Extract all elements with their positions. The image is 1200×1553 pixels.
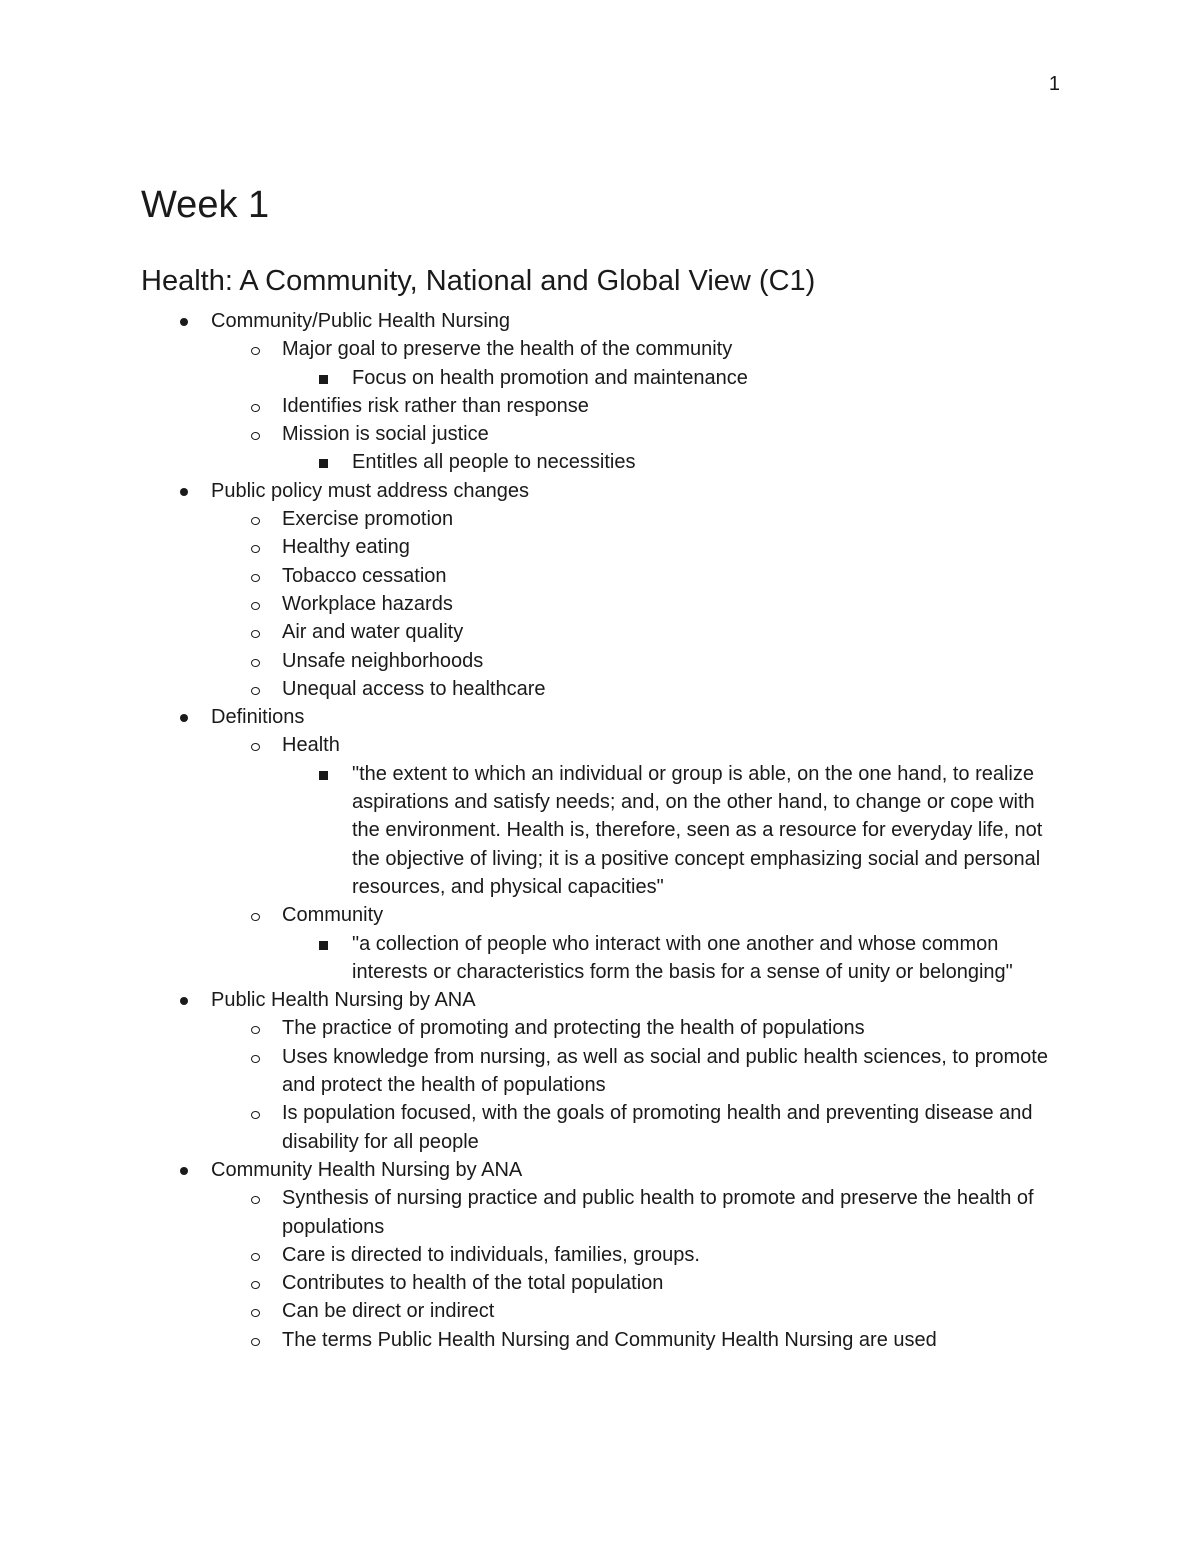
hollow-bullet-icon (251, 347, 260, 355)
outline-item (0, 477, 1061, 505)
outline-item (0, 590, 1062, 618)
square-bullet-icon (319, 941, 328, 950)
outline-item-text: Air and water quality (282, 621, 464, 644)
outline-item (0, 562, 1062, 590)
filled-bullet-icon (180, 488, 188, 496)
outline-item (0, 930, 1062, 987)
outline-item (0, 505, 1062, 533)
outline-item (0, 307, 1061, 335)
outline-item-text: "a collection of people who interact with one another and whose common interests or characteristics form the basis for a sense of unity or belonging" (352, 932, 1013, 983)
outline-item (0, 1297, 1062, 1325)
outline-item-text: Can be direct or indirect (282, 1300, 495, 1323)
outline-item (0, 760, 1062, 901)
hollow-bullet-icon (251, 1055, 260, 1063)
outline-item (0, 1184, 1062, 1241)
outline-item-text: Health (282, 734, 340, 757)
filled-bullet-icon (180, 997, 188, 1005)
filled-bullet-icon (180, 1167, 188, 1175)
hollow-bullet-icon (251, 602, 260, 610)
outline-item (0, 675, 1062, 703)
outline-item-text: Unsafe neighborhoods (282, 649, 484, 672)
hollow-bullet-icon (251, 574, 260, 582)
outline-item-text: Tobacco cessation (282, 564, 447, 587)
hollow-bullet-icon (251, 1253, 260, 1261)
outline-item (0, 731, 1062, 759)
outline-item (0, 392, 1062, 420)
hollow-bullet-icon (251, 687, 260, 695)
square-bullet-icon (319, 771, 328, 780)
outline-item-text: Unequal access to healthcare (282, 677, 546, 700)
outline-item (0, 1269, 1062, 1297)
outline-item-text: Community/Public Health Nursing (211, 310, 511, 332)
hollow-bullet-icon (251, 404, 260, 412)
filled-bullet-icon (180, 714, 188, 722)
outline-item-text: Focus on health promotion and maintenance (352, 366, 748, 389)
square-bullet-icon (319, 459, 328, 468)
outline-item (0, 335, 1062, 363)
outline-item (0, 1014, 1062, 1042)
outline-item (0, 1156, 1061, 1184)
outline-item-text: The terms Public Health Nursing and Community Health Nursing are used (282, 1328, 937, 1351)
outline-item (0, 448, 1062, 476)
hollow-bullet-icon (251, 1196, 260, 1204)
hollow-bullet-icon (251, 630, 260, 638)
hollow-bullet-icon (251, 1111, 260, 1119)
hollow-bullet-icon (251, 743, 260, 751)
hollow-bullet-icon (251, 913, 260, 921)
section-heading: Health: A Community, National and Global View (C1) (141, 265, 816, 297)
outline-item (0, 703, 1061, 731)
hollow-bullet-icon (251, 1309, 260, 1317)
outline-item (0, 618, 1062, 646)
outline-item (0, 1099, 1062, 1156)
square-bullet-icon (319, 375, 328, 384)
outline-item-text: Public Health Nursing by ANA (211, 989, 476, 1012)
hollow-bullet-icon (251, 1338, 260, 1346)
hollow-bullet-icon (251, 432, 260, 440)
hollow-bullet-icon (251, 1026, 260, 1034)
outline-item-text: The practice of promoting and protecting the health of populations (282, 1017, 865, 1040)
outline-item (0, 901, 1062, 929)
outline-item-text: Community Health Nursing by ANA (211, 1158, 523, 1181)
hollow-bullet-icon (251, 1281, 260, 1289)
outline-item-text: "the extent to which an individual or group is able, on the one hand, to realize aspirations and satisfy needs; and, on the other hand, to change or cope with the environment. Health is, therefore, seen as a resource for everyday life, not the objective of living; it is a positive concept emphasizing social and personal resources, and physical capacities" (352, 762, 1043, 898)
filled-bullet-icon (180, 318, 188, 326)
outline-item-text: Exercise promotion (282, 508, 454, 531)
outline-item-text: Care is directed to individuals, families, groups. (282, 1243, 700, 1266)
outline-item (0, 420, 1062, 448)
outline-item-text: Community (282, 904, 384, 927)
outline-item-text: Uses knowledge from nursing, as well as social and public health sciences, to promote and protect the health of populations (282, 1045, 1048, 1097)
outline-item-text: Entitles all people to necessities (352, 451, 636, 474)
outline-item (0, 1241, 1062, 1269)
outline-item-text: Identifies risk rather than response (282, 394, 589, 417)
outline-item-text: Workplace hazards (282, 592, 453, 615)
notes-outline (0, 307, 1200, 1354)
outline-item (0, 1043, 1062, 1100)
outline-item-text: Definitions (211, 706, 305, 729)
outline-item-text: Is population focused, with the goals of promoting health and preventing disease and disability for all people (282, 1102, 1033, 1153)
outline-item-text: Synthesis of nursing practice and public health to promote and preserve the health of populations (282, 1187, 1034, 1238)
outline-item-text: Mission is social justice (282, 423, 489, 446)
outline-item (0, 364, 1062, 392)
outline-item-text: Public policy must address changes (211, 479, 529, 502)
page-title: Week 1 (141, 184, 270, 226)
outline-item (0, 1326, 1062, 1354)
outline-item-text: Major goal to preserve the health of the community (282, 338, 733, 361)
hollow-bullet-icon (251, 517, 260, 525)
page-number: 1 (1048, 73, 1060, 95)
outline-item (0, 986, 1061, 1014)
outline-item-text: Healthy eating (282, 536, 410, 559)
outline-item (0, 533, 1062, 561)
hollow-bullet-icon (251, 659, 260, 667)
hollow-bullet-icon (251, 545, 260, 553)
outline-item (0, 647, 1062, 675)
outline-item-text: Contributes to health of the total population (282, 1272, 664, 1295)
